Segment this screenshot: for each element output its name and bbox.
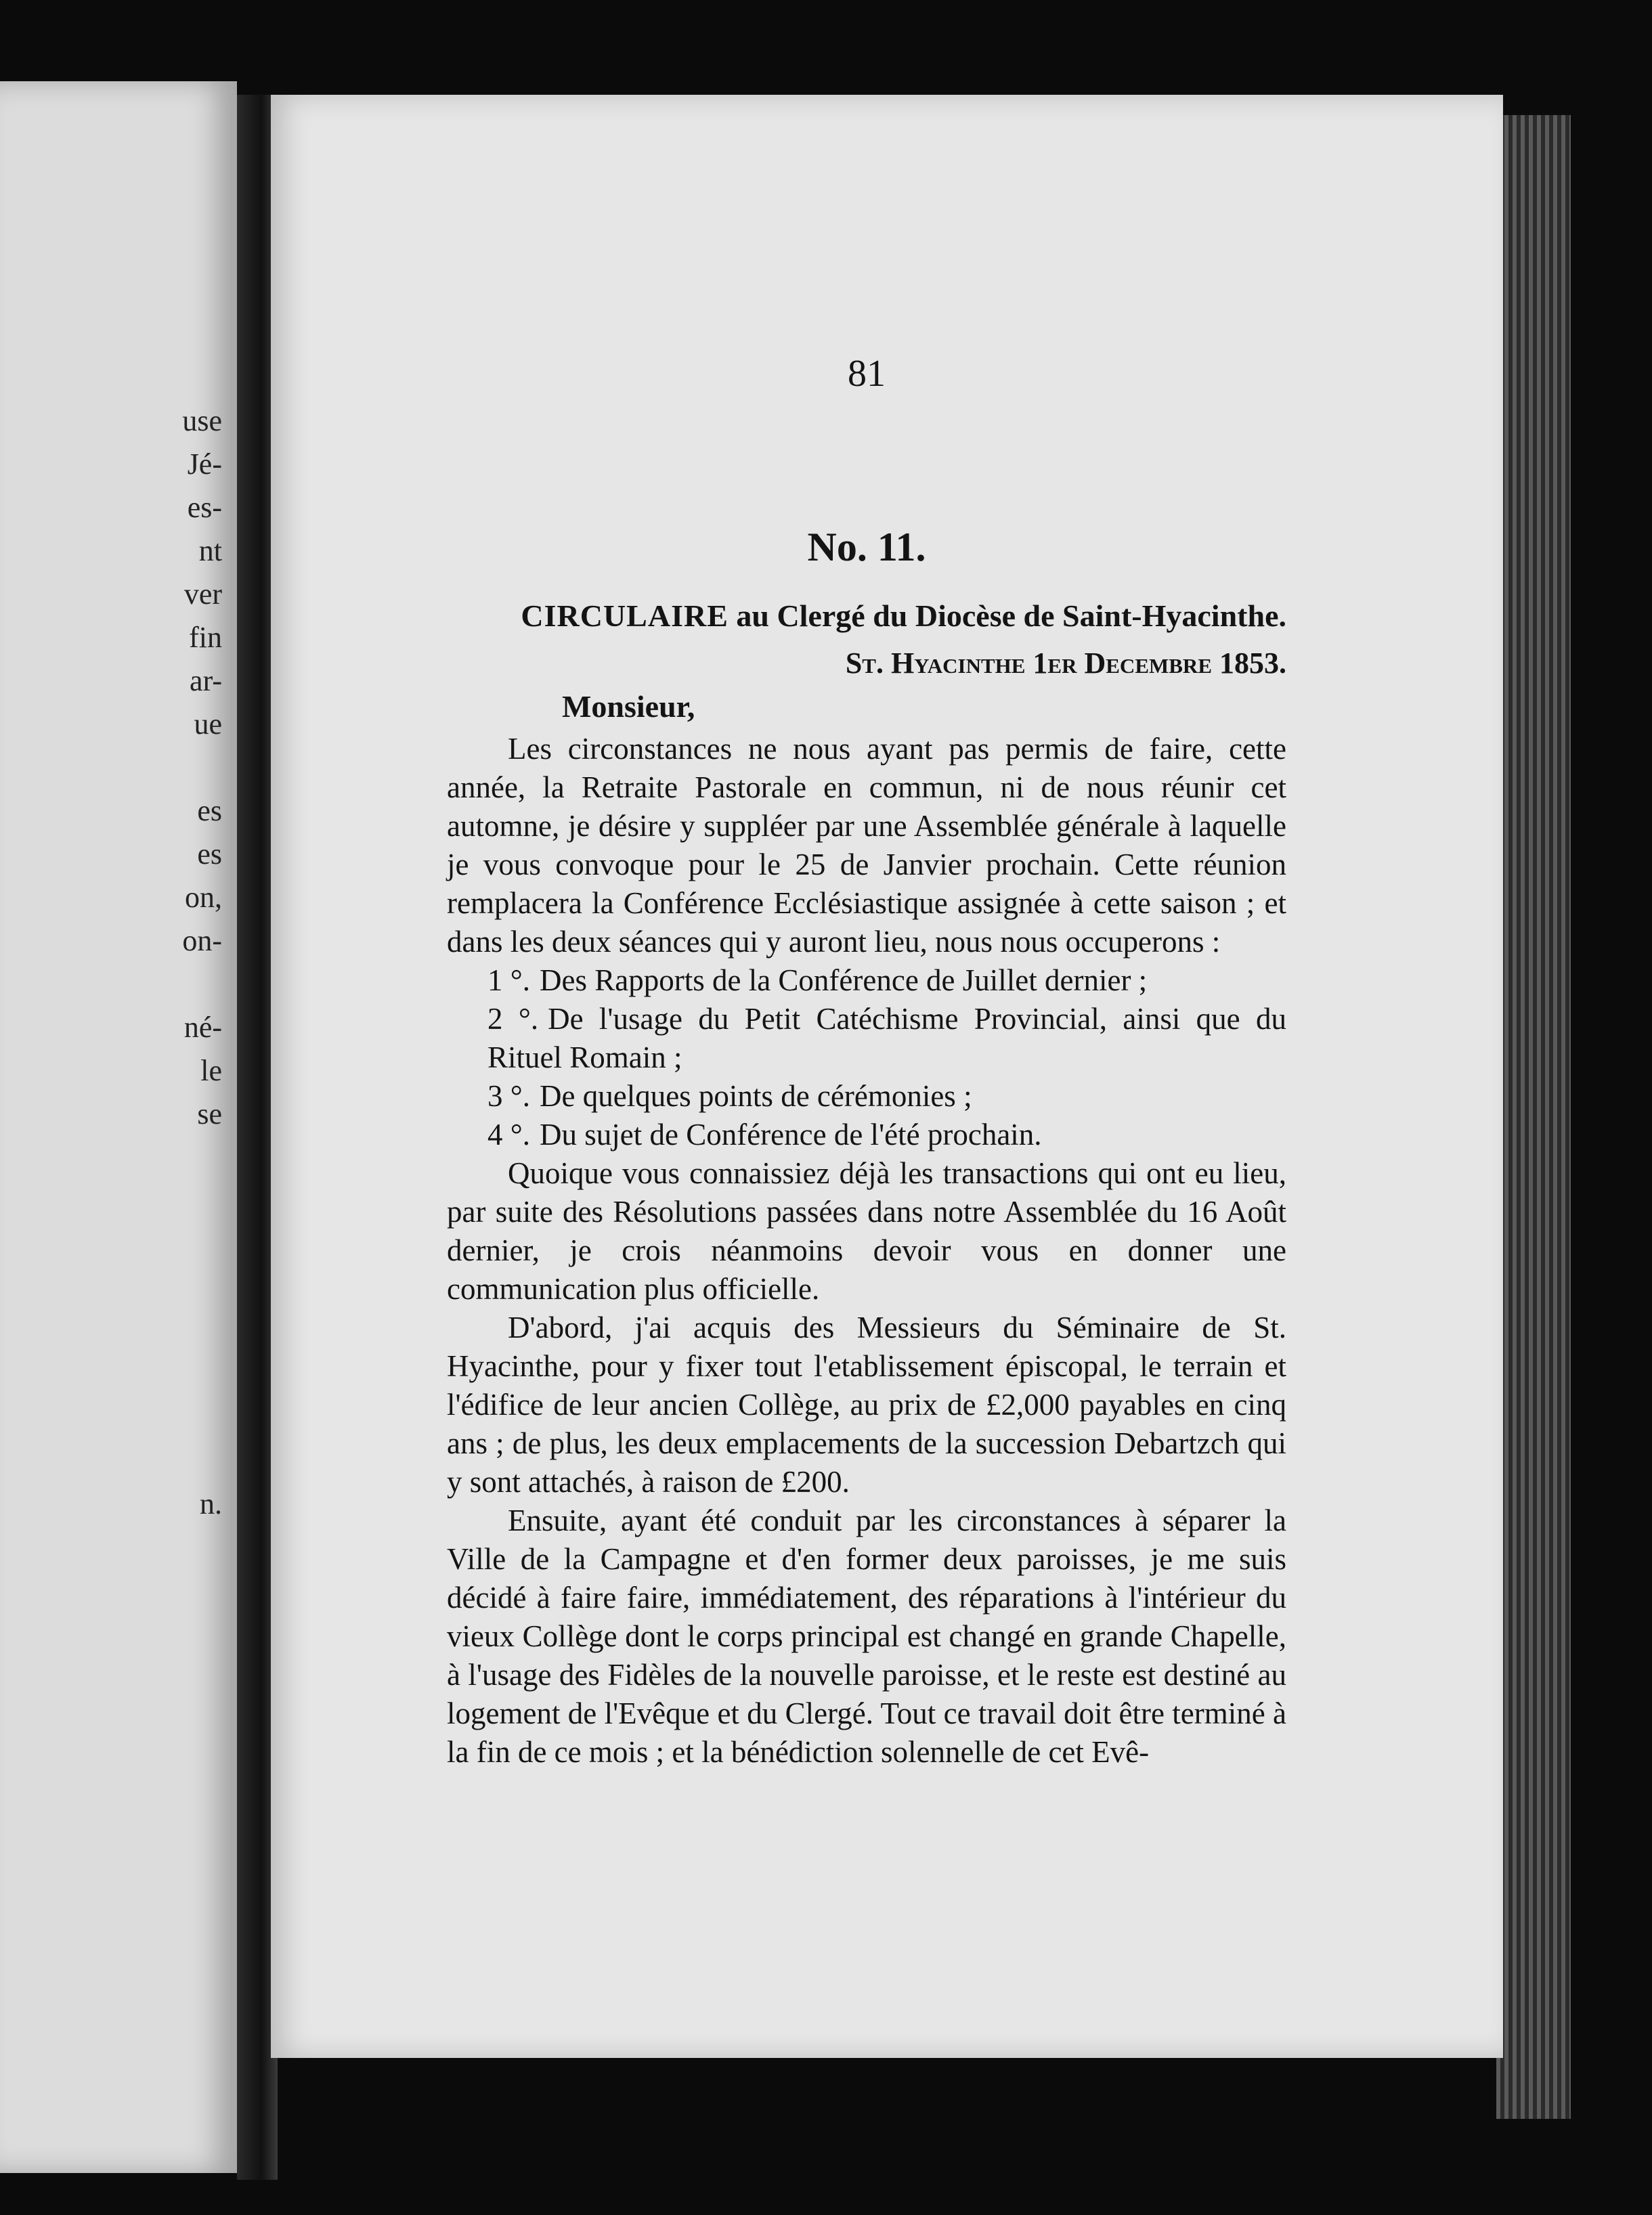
fragment-line: le	[200, 1054, 222, 1087]
circular-heading	[447, 598, 1286, 634]
list-item	[447, 961, 1286, 1000]
page-edges	[1496, 115, 1571, 2119]
paragraph-parishes: Ensuite, ayant été conduit par les circonstances à séparer la Ville de la Campagne et d'en former deux paroisses, je me suis décidé à faire faire, immédiatement, des réparations à l'intérieur du vieux Collège dont le corps principal est changé en grande Chapelle, à l'usage des Fidèles de la nouvelle paroisse, et le reste est destiné au logement de l'Evêque et du Clergé. Tout ce travail doit être terminé à la fin de ce mois ; et la bénédiction solennelle de cet Evê-	[447, 1504, 1286, 1769]
page-content	[447, 352, 1286, 1772]
fragment-line	[127, 1309, 222, 1353]
fragment-line: es	[197, 837, 222, 871]
fragment-line: Jé-	[187, 447, 222, 481]
fragment-line: es	[197, 794, 222, 827]
item-text: De l'usage du Petit Catéchisme Provincial, ainsi que du Rituel Romain ;	[487, 1002, 1286, 1074]
fragment-line: nt	[198, 534, 222, 567]
item-number: 4 °.	[487, 1118, 530, 1152]
fragment-line: on-	[182, 924, 222, 957]
item-number: 3 °.	[487, 1079, 530, 1113]
item-number: 2 °.	[487, 1002, 539, 1036]
item-number: 1 °.	[487, 963, 530, 997]
item-text: Des Rapports de la Conférence de Juillet dernier ;	[540, 963, 1148, 997]
list-item	[447, 1000, 1286, 1077]
item-text: Du sujet de Conférence de l'été prochain.	[540, 1118, 1042, 1152]
fragment-line	[127, 1223, 222, 1266]
fragment-line: né-	[183, 1011, 222, 1044]
book-page	[271, 95, 1503, 2058]
fragment-line	[127, 963, 222, 1006]
fragment-line: ue	[194, 707, 222, 741]
agenda-list	[447, 961, 1286, 1154]
document-number: No. 11.	[807, 525, 926, 569]
fragment-line: use	[182, 404, 222, 437]
fragment-line	[127, 1396, 222, 1439]
item-text: De quelques points de cérémonies ;	[540, 1079, 972, 1113]
fragment-line: se	[197, 1097, 222, 1131]
paragraph-transactions: Quoique vous connaissiez déjà les transactions qui ont eu lieu, par suite des Résolutions passées dans notre Assemblée du 16 Août dernier, je crois néanmoins devoir vous en donner une communication plus officielle.	[447, 1156, 1286, 1306]
paragraph-acquisition: D'abord, j'ai acquis des Messieurs du Séminaire de St. Hyacinthe, pour y fixer tout l'etablissement épiscopal, le terrain et l'édifice de leur ancien Collège, au prix de £2,000 payables en cinq ans ; de plus, les deux emplacements de la succession Debartzch qui y sont attachés, à raison de £200.	[447, 1311, 1286, 1499]
fragment-line: ar-	[190, 664, 222, 697]
page-number: 81	[848, 353, 886, 395]
fragment-line	[127, 1266, 222, 1309]
intro-paragraph: Les circonstances ne nous ayant pas permis de faire, cette année, la Retraite Pastorale en commun, ni de nous réunir cet automne, je désire y suppléer par une Assemblée générale à laquelle je vous convoque pour le 25 de Janvier prochain. Cette réunion remplacera la Conférence Ecclésiastique assignée à cette saison ; et dans les deux séances qui y auront lieu, nous nous occuperons :	[447, 732, 1286, 959]
fragment-line	[127, 1439, 222, 1483]
left-facing-page	[0, 81, 237, 2173]
dateline: St. Hyacinthe 1er Decembre 1853.	[845, 646, 1286, 680]
fragment-line: on,	[185, 881, 222, 914]
heading-lead: CIRCULAIRE	[521, 598, 729, 633]
list-item	[447, 1116, 1286, 1154]
salutation: Monsieur,	[562, 689, 695, 724]
fragment-line: ver	[183, 577, 222, 611]
heading-rest: au Clergé du Diocèse de Saint-Hyacinthe.	[728, 598, 1286, 633]
fragment-line	[127, 1353, 222, 1396]
fragment-line: es-	[187, 491, 222, 524]
fragment-line	[127, 1179, 222, 1223]
fragment-line: n.	[200, 1487, 222, 1520]
fragment-line	[127, 746, 222, 789]
fragment-line	[127, 1136, 222, 1179]
fragment-line: fin	[189, 621, 222, 654]
list-item	[447, 1077, 1286, 1116]
left-page-text-fragments	[127, 399, 222, 1526]
